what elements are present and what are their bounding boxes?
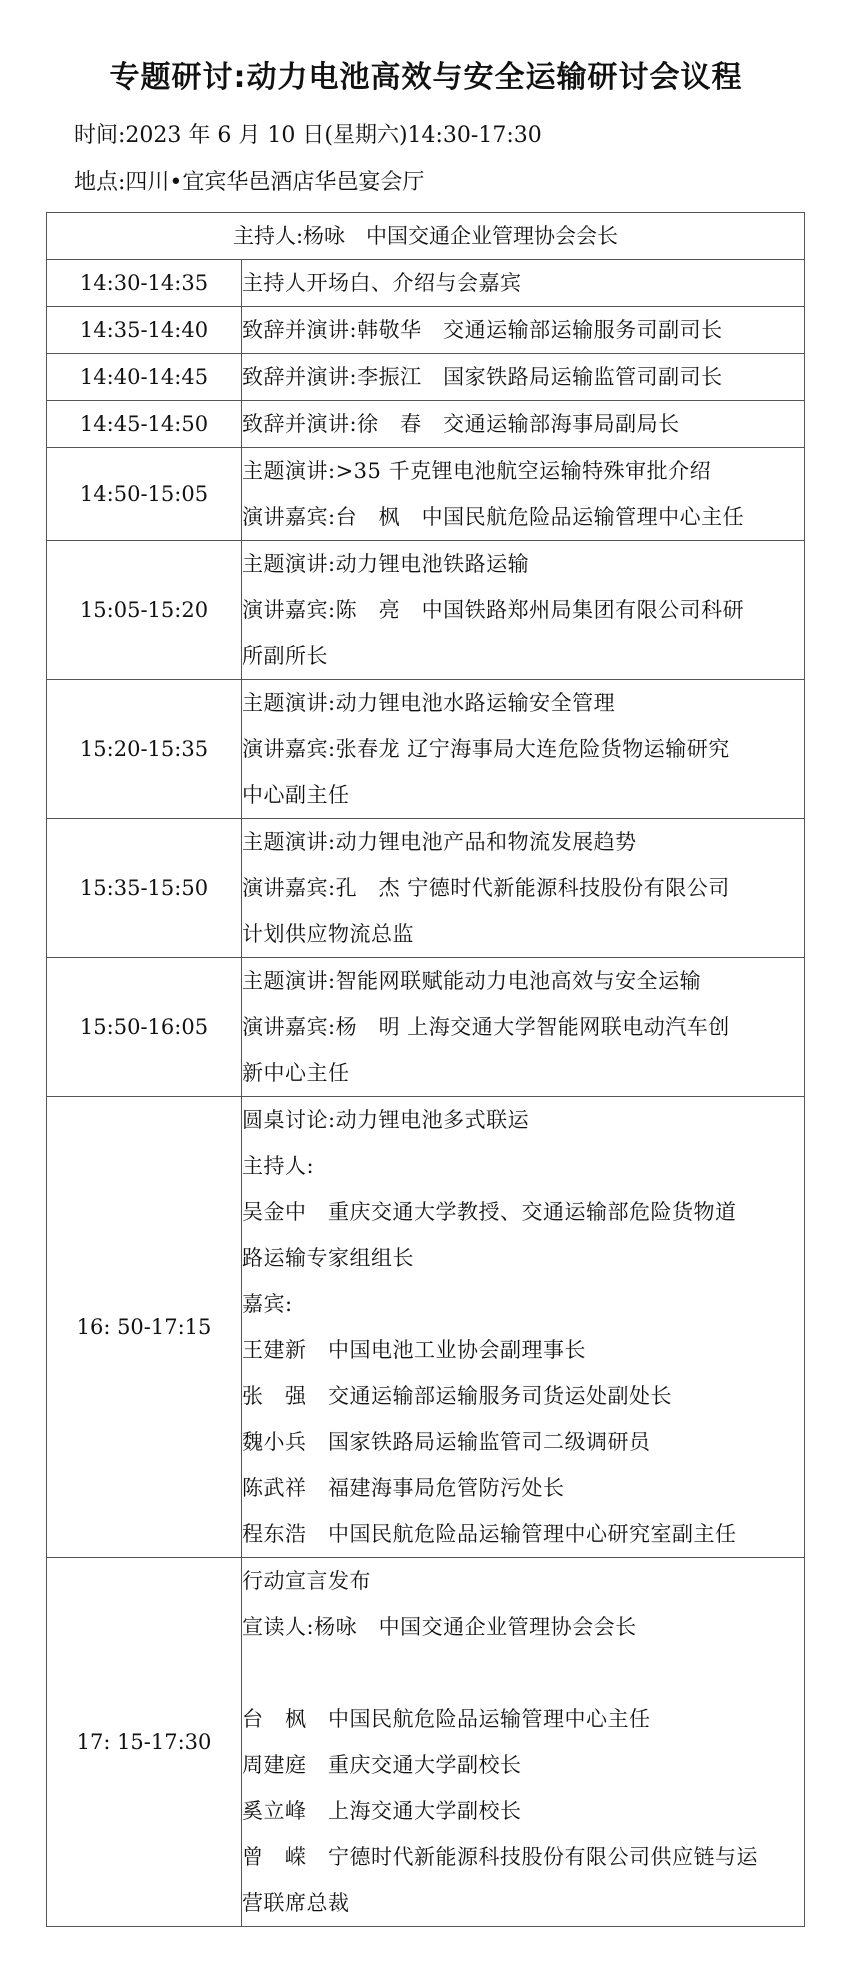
- content-line: 中心副主任: [242, 783, 350, 807]
- host-cell: 主持人:杨咏 中国交通企业管理协会会长: [47, 213, 805, 260]
- content-line: 行动宣言发布: [242, 1569, 371, 1593]
- time-slot: 15:20-15:35: [47, 680, 242, 819]
- time-slot: 17: 15-17:30: [47, 1558, 242, 1927]
- content-line: 吴金中 重庆交通大学教授、交通运输部危险货物道: [242, 1200, 737, 1224]
- content-line: 魏小兵 国家铁路局运输监管司二级调研员: [242, 1430, 651, 1454]
- content-line: 演讲嘉宾:张春龙 辽宁海事局大连危险货物运输研究: [242, 737, 730, 761]
- time-slot: 14:30-14:35: [47, 260, 242, 307]
- table-row: [47, 541, 805, 680]
- content-line: 嘉宾:: [242, 1292, 293, 1316]
- content-line: 致辞并演讲:韩敬华 交通运输部运输服务司副司长: [242, 318, 723, 342]
- time-slot: 14:35-14:40: [47, 307, 242, 354]
- table-row: [47, 1097, 805, 1558]
- content-line: 张 强 交通运输部运输服务司货运处副处长: [242, 1384, 672, 1408]
- session-content: [242, 680, 805, 819]
- content-line: 宣读人:杨咏 中国交通企业管理协会会长: [242, 1615, 637, 1639]
- agenda-body: [47, 213, 805, 1927]
- table-row: [47, 958, 805, 1097]
- time-slot: 14:45-14:50: [47, 401, 242, 448]
- session-content: [242, 1558, 805, 1927]
- content-line: 计划供应物流总监: [242, 922, 414, 946]
- content-line: 演讲嘉宾:台 枫 中国民航危险品运输管理中心主任: [242, 505, 745, 529]
- session-content: [242, 307, 805, 354]
- content-line: 曾 嵘 宁德时代新能源科技股份有限公司供应链与运: [242, 1845, 758, 1869]
- content-line: 程东浩 中国民航危险品运输管理中心研究室副主任: [242, 1522, 737, 1546]
- time-slot: 16: 50-17:15: [47, 1097, 242, 1558]
- content-line: [242, 1650, 804, 1696]
- session-content: [242, 401, 805, 448]
- table-row: [47, 307, 805, 354]
- table-row: [47, 448, 805, 541]
- content-line: 主题演讲:>35 千克锂电池航空运输特殊审批介绍: [242, 459, 712, 483]
- table-row: [47, 354, 805, 401]
- content-line: 奚立峰 上海交通大学副校长: [242, 1799, 522, 1823]
- content-line: 主题演讲:动力锂电池产品和物流发展趋势: [242, 830, 637, 854]
- session-content: [242, 819, 805, 958]
- content-line: 主题演讲:动力锂电池水路运输安全管理: [242, 691, 616, 715]
- table-row: [47, 819, 805, 958]
- content-line: 圆桌讨论:动力锂电池多式联运: [242, 1108, 530, 1132]
- session-content: [242, 260, 805, 307]
- table-row: [47, 680, 805, 819]
- content-line: 主题演讲:智能网联赋能动力电池高效与安全运输: [242, 969, 702, 993]
- content-line: 致辞并演讲:李振江 国家铁路局运输监管司副司长: [242, 365, 723, 389]
- content-line: 台 枫 中国民航危险品运输管理中心主任: [242, 1707, 651, 1731]
- content-line: 演讲嘉宾:孔 杰 宁德时代新能源科技股份有限公司: [242, 876, 730, 900]
- event-time: 时间:2023 年 6 月 10 日(星期六)14:30-17:30: [74, 123, 542, 148]
- session-content: [242, 958, 805, 1097]
- content-line: 王建新 中国电池工业协会副理事长: [242, 1338, 586, 1362]
- table-row: [47, 260, 805, 307]
- content-line: 路运输专家组组长: [242, 1246, 414, 1270]
- time-slot: 14:50-15:05: [47, 448, 242, 541]
- table-row: [47, 1558, 805, 1927]
- content-line: 演讲嘉宾:陈 亮 中国铁路郑州局集团有限公司科研: [242, 598, 745, 622]
- session-content: [242, 1097, 805, 1558]
- time-slot: 15:50-16:05: [47, 958, 242, 1097]
- content-line: 致辞并演讲:徐 春 交通运输部海事局副局长: [242, 412, 680, 436]
- event-place: 地点:四川•宜宾华邑酒店华邑宴会厅: [74, 170, 425, 195]
- session-content: [242, 541, 805, 680]
- agenda-table: [46, 212, 805, 1927]
- content-line: 营联席总裁: [242, 1891, 350, 1915]
- content-line: 主持人开场白、介绍与会嘉宾: [242, 271, 522, 295]
- session-content: [242, 354, 805, 401]
- session-content: [242, 448, 805, 541]
- time-slot: 15:05-15:20: [47, 541, 242, 680]
- content-line: 新中心主任: [242, 1061, 350, 1085]
- host-row: [47, 213, 805, 260]
- content-line: 演讲嘉宾:杨 明 上海交通大学智能网联电动汽车创: [242, 1015, 730, 1039]
- table-row: [47, 401, 805, 448]
- content-line: 周建庭 重庆交通大学副校长: [242, 1753, 522, 1777]
- content-line: 陈武祥 福建海事局危管防污处长: [242, 1476, 565, 1500]
- content-line: 主题演讲:动力锂电池铁路运输: [242, 552, 530, 576]
- time-slot: 14:40-14:45: [47, 354, 242, 401]
- page-title: 专题研讨:动力电池高效与安全运输研讨会议程: [109, 60, 743, 95]
- content-line: 主持人:: [242, 1154, 315, 1178]
- content-line: 所副所长: [242, 644, 328, 668]
- time-slot: 15:35-15:50: [47, 819, 242, 958]
